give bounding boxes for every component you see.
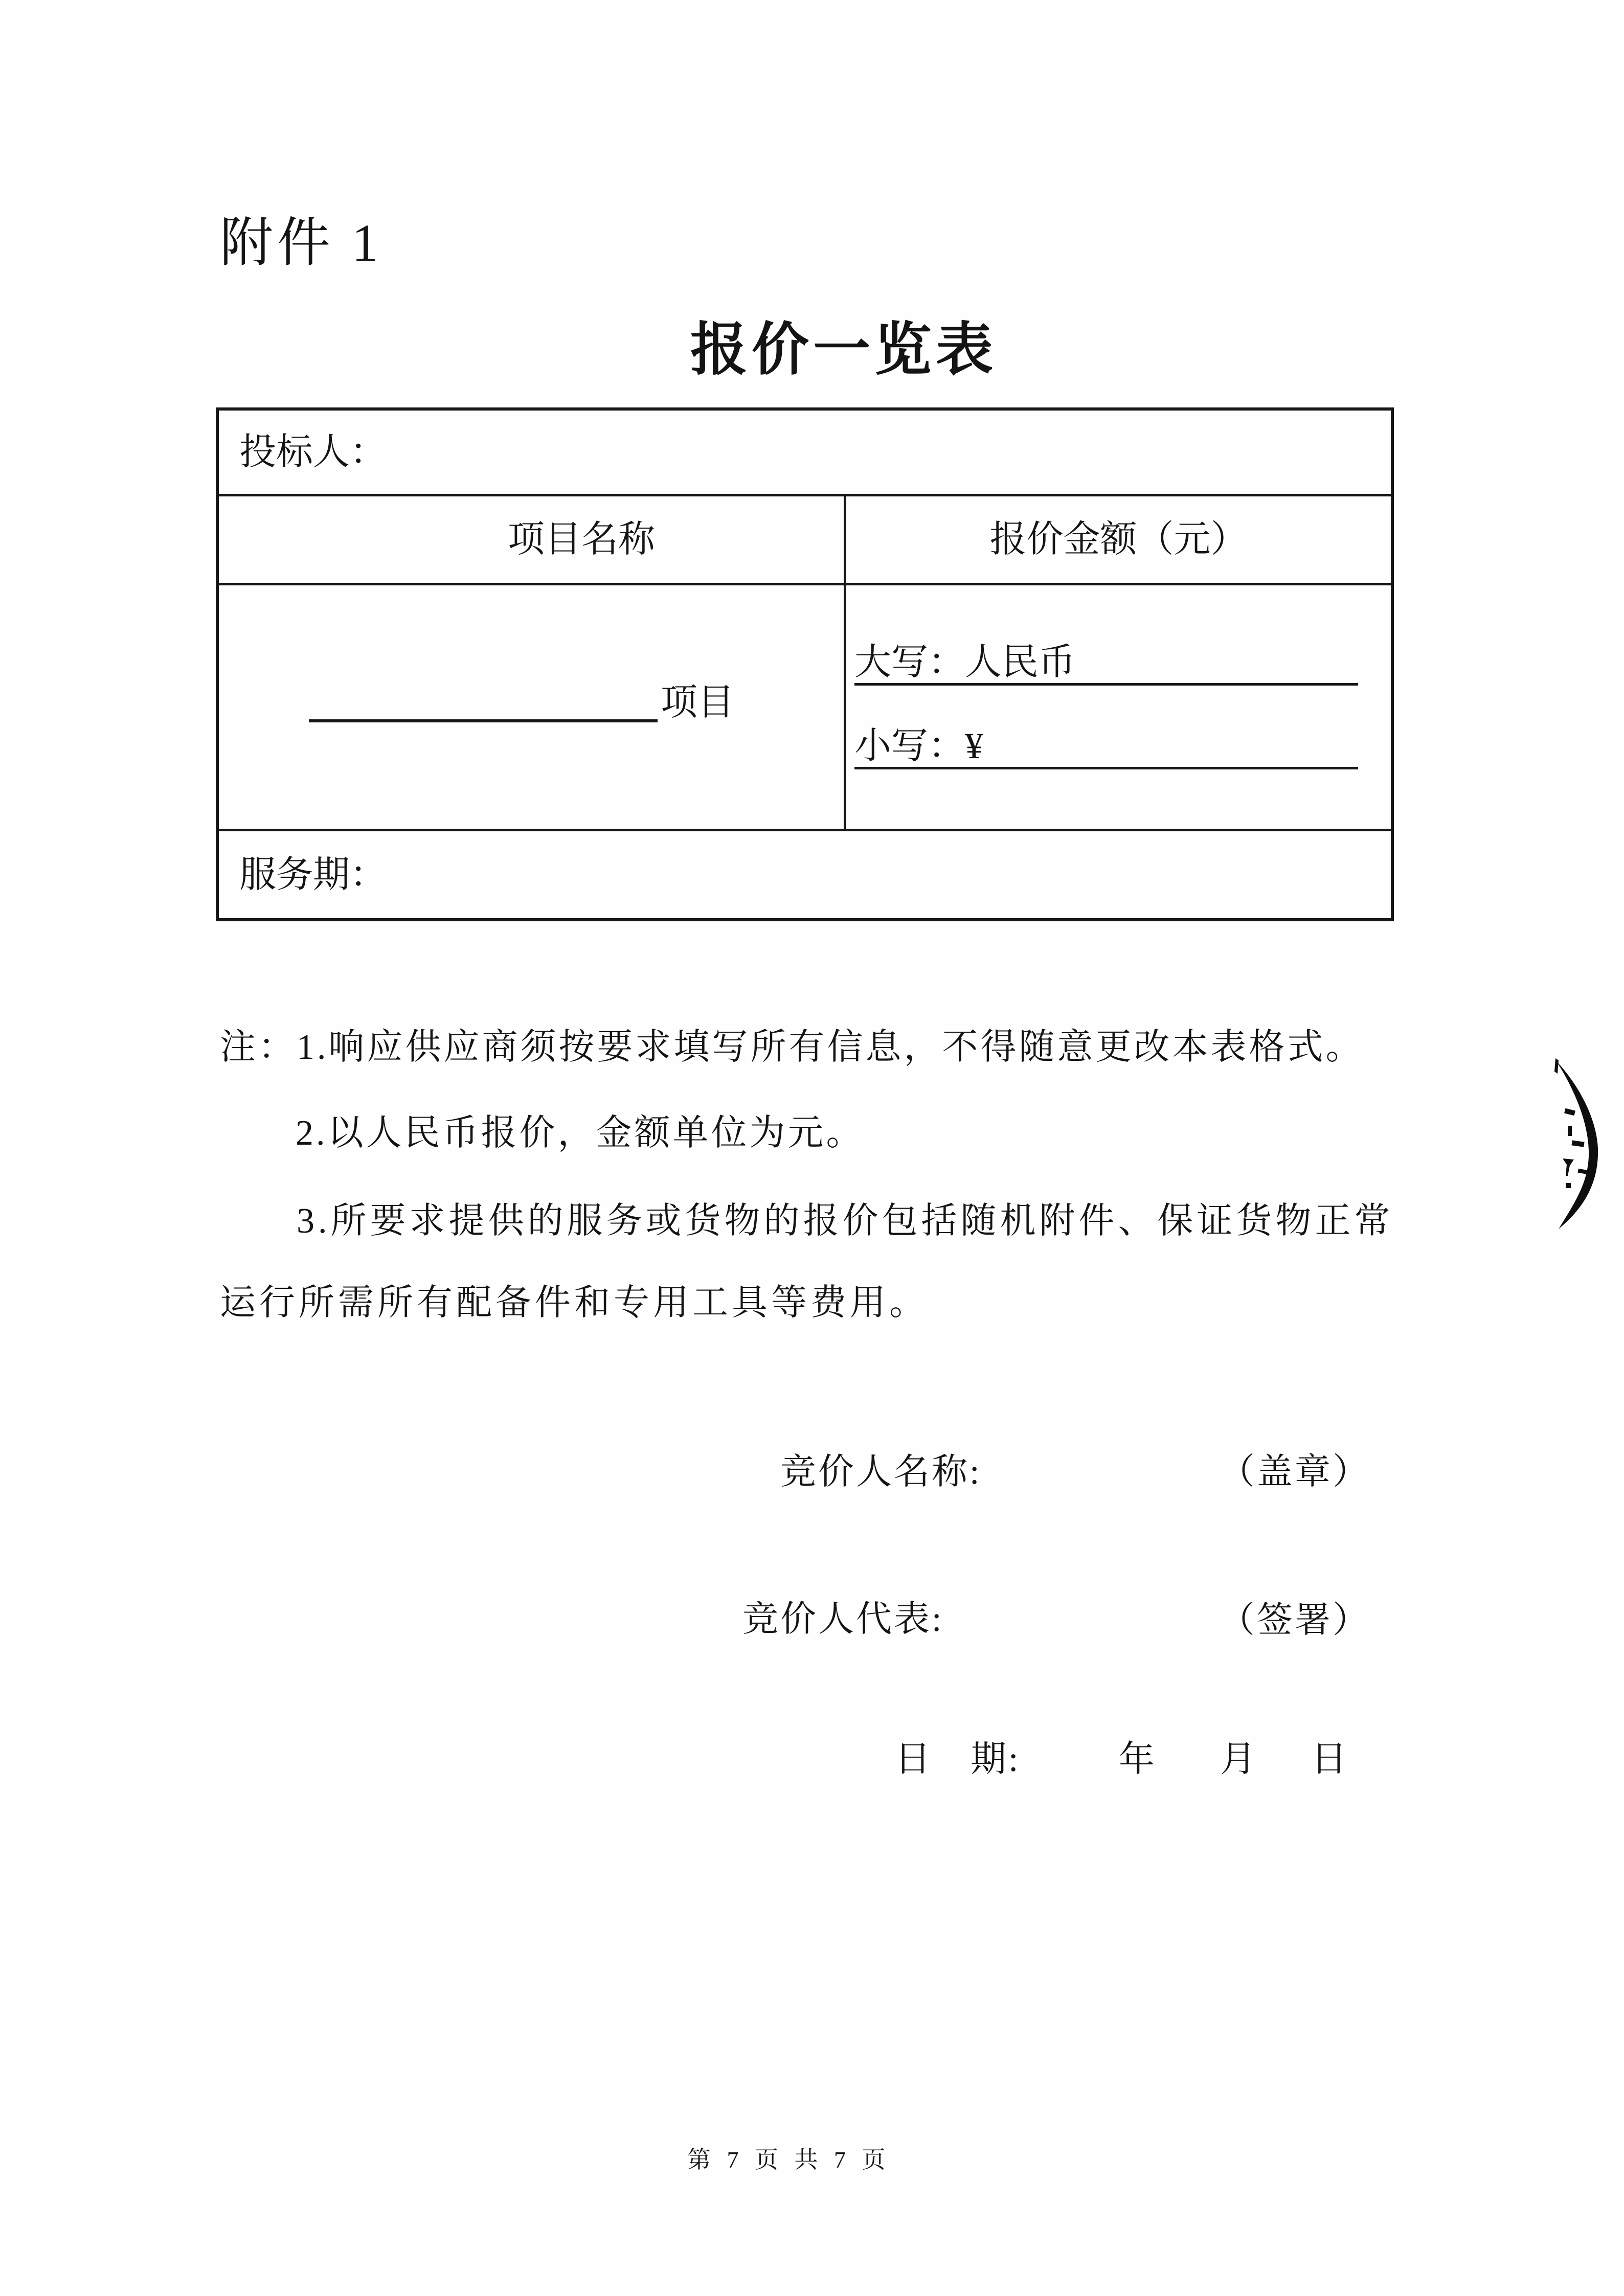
project-name-line bbox=[309, 681, 734, 722]
seal-note-label: （盖章） bbox=[1219, 1452, 1370, 1492]
page-number-footer: 第 7 页 共 7 页 bbox=[687, 2147, 889, 2173]
header-cell-quote-amount bbox=[846, 496, 1391, 583]
note-line-2: 2.以人民币报价，金额单位为元。 bbox=[296, 1113, 865, 1153]
column-header-quote-amount: 报价金额（元） bbox=[989, 519, 1248, 560]
date-year-label: 年 bbox=[1119, 1740, 1157, 1779]
header-cell-project-name bbox=[219, 496, 846, 583]
table-row-body bbox=[219, 585, 1391, 831]
date-label: 日 期: bbox=[895, 1740, 1021, 1779]
ink-smudge-mark bbox=[1547, 1058, 1611, 1234]
project-name-blank bbox=[309, 681, 658, 722]
amount-in-words-blank bbox=[854, 641, 1358, 686]
quotation-table bbox=[216, 407, 1394, 921]
attachment-label: 附件 1 bbox=[220, 214, 383, 272]
amount-in-figures-blank bbox=[854, 724, 1358, 769]
table-row-bidder bbox=[219, 411, 1391, 496]
date-month-label: 月 bbox=[1220, 1740, 1258, 1779]
table-row-service-period bbox=[219, 831, 1391, 918]
amount-in-words-label: 大写：人民币 bbox=[854, 642, 1076, 683]
bidder-name-signature-label: 竞价人名称: bbox=[780, 1452, 982, 1492]
page-title: 报价一览表 bbox=[690, 319, 997, 382]
table-row-header bbox=[219, 496, 1391, 585]
project-suffix-label: 项目 bbox=[661, 682, 735, 723]
note-line-1: 注：1.响应供应商须按要求填写所有信息，不得随意更改本表格式。 bbox=[220, 1028, 1364, 1067]
amount-in-figures-label: 小写：¥ bbox=[854, 725, 984, 766]
column-header-project-name: 项目名称 bbox=[507, 519, 655, 560]
note-line-3: 3.所要求提供的服务或货物的报价包括随机附件、保证货物正常 bbox=[297, 1201, 1394, 1241]
bidder-representative-label: 竞价人代表: bbox=[742, 1600, 944, 1639]
service-period-label: 服务期： bbox=[239, 854, 387, 895]
date-day-label: 日 bbox=[1311, 1740, 1349, 1779]
bidder-label: 投标人： bbox=[239, 431, 387, 472]
note-line-4: 运行所需所有配备件和专用工具等费用。 bbox=[220, 1283, 929, 1323]
body-cell-quote-amount bbox=[846, 585, 1391, 829]
sign-note-label: （签署） bbox=[1219, 1601, 1370, 1640]
body-cell-project-name bbox=[219, 585, 846, 829]
